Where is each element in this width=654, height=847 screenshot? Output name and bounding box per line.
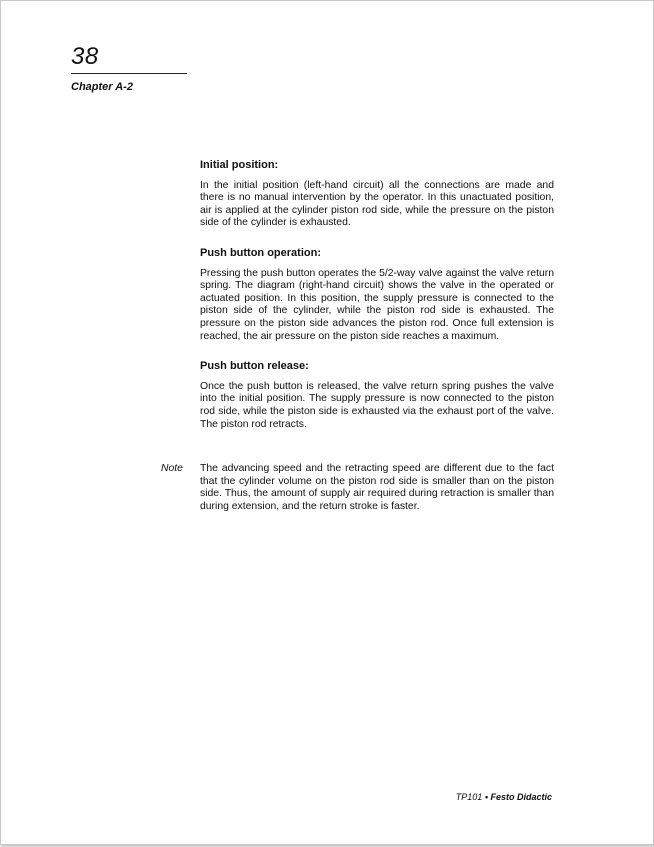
footer-separator: •: [484, 792, 488, 802]
chapter-title: Chapter A-2: [71, 81, 133, 93]
section-push-button-release: [200, 360, 554, 431]
footer-publisher: Festo Didactic: [490, 792, 552, 802]
main-content: [200, 159, 554, 448]
section-paragraph: In the initial position (left-hand circuit) all the connections are made and there is no manual intervention by the operator. In this unactuated position, air is applied at the cylinder piston rod side, while the pressure on the piston side of the cylinder is exhausted.: [200, 179, 554, 229]
note-text: The advancing speed and the retracting speed are different due to the fact that the cylinder volume on the piston rod side is smaller than on the piston side. Thus, the amount of supply air required during retraction is smaller than during extension, and the return stroke is faster.: [200, 463, 554, 512]
section-paragraph: Pressing the push button operates the 5/2-way valve against the valve return spring. The diagram (right-hand circuit) shows the valve in the operated or actuated position. In this position, the supply pressure is connected to the piston side of the cylinder, while the piston rod side is exhausted. The pressure on the piston side advances the piston rod. Once full extension is reached, the air pressure on the piston side reaches a maximum.: [200, 267, 554, 342]
section-heading: Initial position:: [200, 159, 279, 171]
page-footer: [456, 792, 552, 802]
header-rule: [71, 73, 187, 74]
section-initial-position: [200, 159, 554, 230]
section-paragraph: Once the push button is released, the valve return spring pushes the valve into the initial position. The supply pressure is now connected to the piston rod side, while the piston side is exhausted via the exhaust port of the valve. The piston rod retracts.: [200, 380, 554, 430]
note-label: Note: [161, 463, 183, 474]
section-push-button-operation: [200, 247, 554, 343]
section-heading: Push button release:: [200, 360, 309, 373]
footer-code: TP101: [455, 792, 483, 802]
page-number: 38: [71, 43, 99, 70]
section-heading: Push button operation:: [200, 246, 321, 259]
